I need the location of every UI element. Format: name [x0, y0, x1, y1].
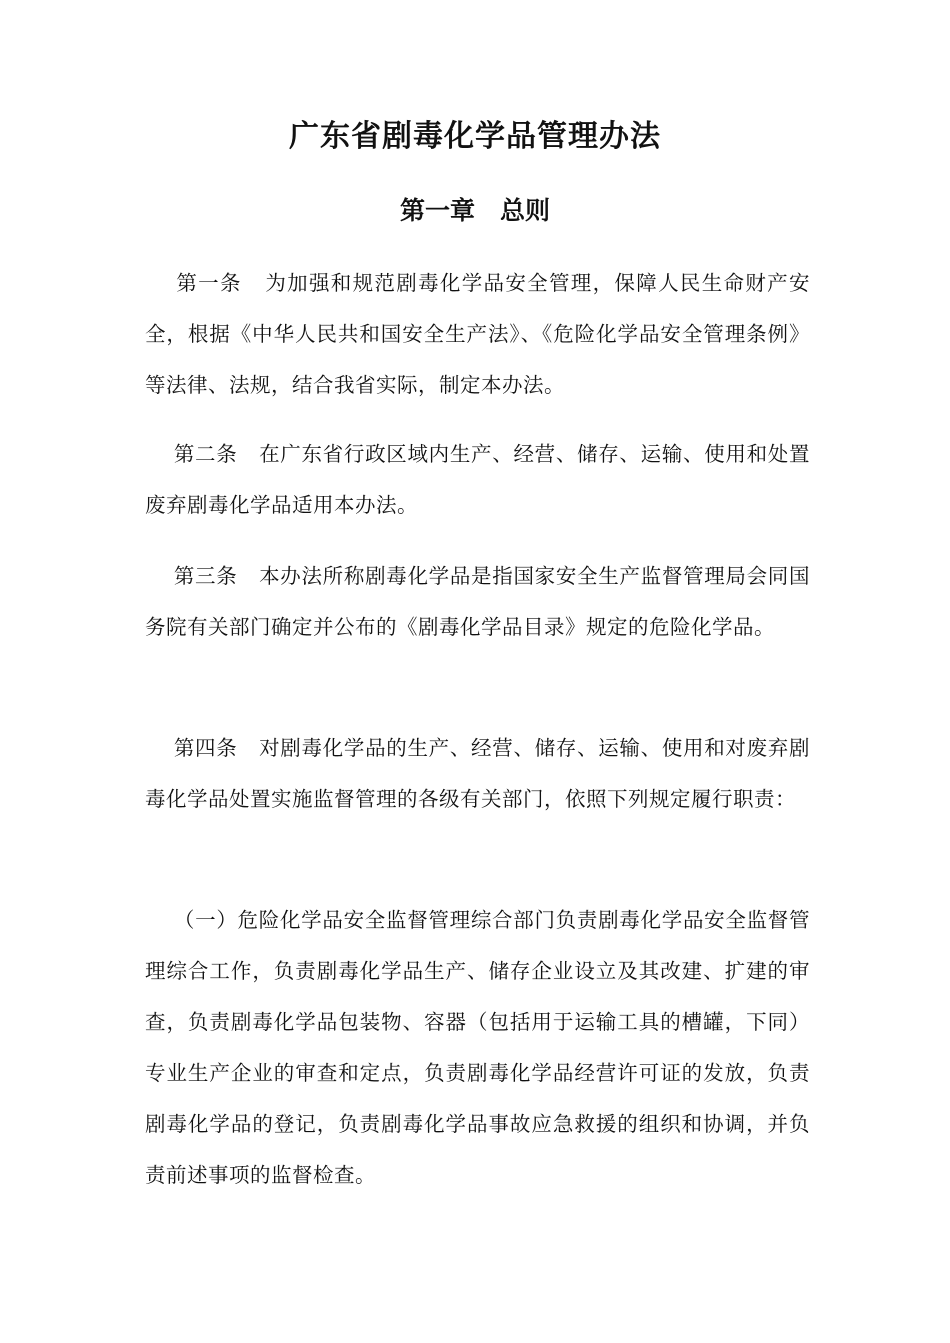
article-4-text: 对剧毒化学品的生产、经营、储存、运输、使用和对废弃剧毒化学品处置实施监督管理的各级有关部门，依照下列规定履行职责： — [145, 736, 810, 811]
clause-1-text: （一）危险化学品安全监督管理综合部门负责剧毒化学品安全监督管理综合工作，负责剧毒化学品生产、储存企业设立及其改建、扩建的审查，负责剧毒化学品包装物、容器（包括用于运输工具的槽罐，下同）专业生产企业的审查和定点，负责剧毒化学品经营许可证的发放，负责剧毒化学品的登记，负责剧毒化学品事故应急救援的组织和协调，并负责前述事项的监督检查。 — [145, 908, 810, 1187]
article-1 — [145, 258, 810, 411]
article-2-text: 在广东省行政区域内生产、经营、储存、运输、使用和处置废弃剧毒化学品适用本办法。 — [145, 442, 810, 517]
article-3-label: 第三条 — [173, 564, 238, 588]
article-4-label: 第四条 — [173, 736, 238, 760]
article-2-label: 第二条 — [173, 442, 238, 466]
document-title: 广东省剧毒化学品管理办法 — [289, 119, 661, 154]
article-3-text: 本办法所称剧毒化学品是指国家安全生产监督管理局会同国务院有关部门确定并公布的《剧毒化学品目录》规定的危险化学品。 — [145, 564, 810, 639]
article-1-label: 第一条 — [176, 271, 242, 295]
chapter-heading: 第一章 总则 — [399, 196, 550, 225]
article-4 — [145, 723, 810, 825]
article-1-text: 为加强和规范剧毒化学品安全管理，保障人民生命财产安全，根据《中华人民共和国安全生产法》、《危险化学品安全管理条例》等法律、法规，结合我省实际，制定本办法。 — [145, 271, 810, 397]
article-3 — [145, 551, 810, 653]
clause-1 — [145, 895, 810, 1201]
article-2 — [145, 429, 810, 531]
